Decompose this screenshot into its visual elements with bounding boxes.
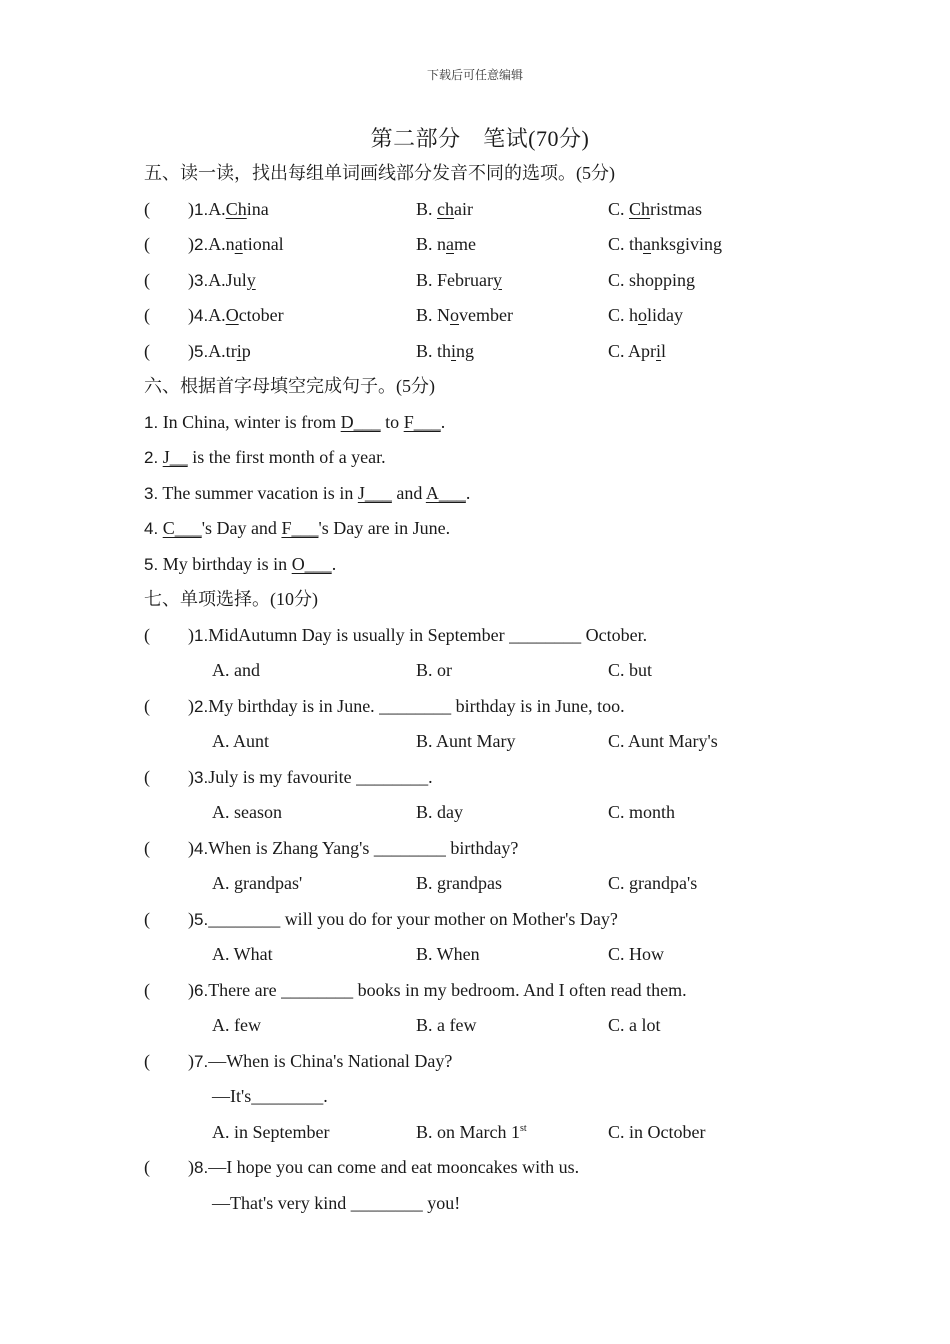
section7-q8-line-2: —That's very kind ________ you! [212, 1192, 461, 1213]
section5-q2-option-b-underlined: a [446, 234, 455, 254]
section5-q4-option-b-underlined: o [450, 305, 460, 325]
section7-q1-option-text: C. but [608, 660, 653, 680]
section7-q7-option-a [212, 1121, 329, 1143]
section5-q1-number [188, 198, 269, 221]
section7-q2-number [188, 695, 625, 718]
section5-q1-option-c [608, 198, 702, 220]
section6-blank: J___ [357, 482, 392, 503]
section7-q2-num: 2. [194, 696, 209, 716]
section5-heading: 五、读一读，找出每组单词画线部分发音不同的选项。(5分) [144, 163, 615, 183]
section7-q1-option-text: B. or [416, 660, 452, 680]
section5-q5-option-a-suffix: p [241, 340, 251, 361]
section7-q4-option-c [608, 872, 697, 894]
section5-q2-close-paren: ) [188, 234, 194, 254]
section5-q2-option-c-prefix: C. th [608, 234, 644, 254]
part-title: 第二部分 笔试(70分) [370, 126, 590, 151]
section7-q1-stem: MidAutumn Day is usually in September ________ October. [208, 624, 648, 645]
section5-q2-option-c-suffix: nksgiving [651, 234, 723, 254]
section5-q3-answer-blank: ( [144, 269, 150, 290]
section5-q4-option-b-suffix: vember [459, 305, 513, 325]
section7-q2-option-text: C. Aunt Mary's [608, 731, 718, 751]
section5-q1-option-b [416, 198, 473, 220]
section7-q4-close-paren: ) [188, 837, 194, 858]
section7-q3-answer-blank: ( [144, 766, 150, 787]
section7-q6-number [188, 979, 687, 1002]
section7-q5-close-paren: ) [188, 908, 194, 929]
section6-blank: F___ [281, 518, 319, 538]
section7-q8-num: 8. [194, 1158, 209, 1177]
section7-q7-line-2: —It's________. [212, 1086, 328, 1106]
section7-q3-stem: July is my favourite ________. [208, 766, 433, 787]
section7-q4-num: 4. [194, 838, 209, 858]
section6-text: . [331, 553, 337, 574]
section6-text: 's Day and [201, 518, 282, 538]
section6-blank: D___ [340, 411, 381, 432]
section7-q8-close-paren: ) [188, 1157, 194, 1177]
section5-q3-option-c-prefix: C. shoppin [608, 269, 687, 290]
section7-q8-number [188, 1156, 579, 1179]
section7-q3-option-text: A. season [212, 802, 282, 822]
section5-q4-answer-blank: ( [144, 305, 150, 325]
section7-q7-option-c [608, 1121, 705, 1143]
section5-q3-option-a-prefix: A.Jul [208, 269, 247, 290]
section5-q4-option-b-prefix: B. N [416, 305, 451, 325]
section7-q1-num: 1. [194, 625, 209, 645]
section7-q5-option-b [416, 943, 480, 965]
section7-q8-stem: —I hope you can come and eat mooncakes with us. [208, 1157, 580, 1177]
section6-blank: F___ [403, 411, 441, 432]
section7-q7-stem: —When is China's National Day? [208, 1050, 453, 1071]
section5-q3-num: 3. [194, 270, 209, 290]
section7-q4-option-text: C. grandpa's [608, 873, 698, 893]
section5-q5-number [188, 340, 251, 363]
section6-item-number: 2. [144, 448, 159, 467]
section5-q5-option-b-suffix: ng [456, 340, 475, 361]
section7-q3-number [188, 766, 433, 789]
section5-q5-option-a-underlined: i [236, 340, 242, 361]
section5-q2-answer-blank: ( [144, 234, 150, 254]
section6-text: 's Day are in June. [318, 518, 451, 538]
section7-q2-option-text: B. Aunt Mary [416, 731, 516, 751]
section5-q3-option-c [608, 269, 695, 291]
section5-q3-option-b-underlined: y [492, 269, 502, 290]
section5-q2-option-b-prefix: B. n [416, 234, 447, 254]
header-note: 下载后可任意编辑 [426, 68, 523, 82]
section7-q5-answer-blank: ( [144, 908, 150, 929]
section5-q4-number [188, 304, 284, 327]
section7-q1-option-a [212, 659, 260, 681]
section5-q2-option-a-prefix: A.n [208, 234, 235, 254]
section5-q3-option-c-underlined: g [686, 269, 696, 290]
section5-q5-num: 5. [194, 341, 209, 361]
section7-q2-stem: My birthday is in June. ________ birthday is in June, too. [208, 695, 625, 716]
section7-q3-num: 3. [194, 767, 209, 787]
section7-q5-stem: ________ will you do for your mother on Mother's Day? [208, 908, 618, 929]
section7-q7-close-paren: ) [188, 1050, 194, 1071]
section7-q4-stem: When is Zhang Yang's ________ birthday? [208, 837, 519, 858]
section7-q7-option-b [416, 1121, 527, 1143]
section7-q2-option-c [608, 730, 718, 752]
section5-q1-option-a-suffix: ina [246, 198, 269, 219]
section7-q2-option-a [212, 730, 269, 752]
section6-text: The summer vacation is in [158, 482, 358, 503]
section6-text: My birthday is in [158, 553, 292, 574]
section5-q5-option-c [608, 340, 666, 362]
section7-q7-option-text: A. in September [212, 1121, 330, 1142]
section6-item-number: 3. [144, 483, 159, 503]
section5-q1-option-c-underlined: Ch [629, 198, 651, 219]
section6-text: and [391, 482, 426, 503]
section7-q1-option-text: A. and [212, 660, 260, 680]
section5-q4-option-b [416, 304, 513, 326]
section5-q3-option-a-underlined: y [246, 269, 256, 290]
section5-q5-option-b-prefix: B. th [416, 340, 452, 361]
section7-q6-option-text: A. few [212, 1015, 261, 1035]
section7-q7-option-text: C. in October [608, 1121, 706, 1142]
section7-q1-option-b [416, 659, 452, 681]
section7-q7-number [188, 1050, 452, 1073]
section5-q5-option-c-suffix: l [661, 340, 667, 361]
section6-item-4 [144, 517, 450, 540]
section5-q4-num: 4. [194, 306, 209, 325]
section6-text: . [440, 411, 446, 432]
section7-q6-option-text: B. a few [416, 1015, 477, 1035]
section6-blank: J__ [162, 447, 188, 467]
section5-q3-option-b [416, 269, 502, 291]
section7-q2-answer-blank: ( [144, 695, 150, 716]
section5-q2-number [188, 233, 284, 256]
section5-q1-close-paren: ) [188, 198, 194, 219]
section5-q3-number [188, 269, 256, 292]
section7-q1-answer-blank: ( [144, 624, 150, 645]
section7-q3-option-a [212, 801, 282, 823]
section5-q4-option-a-prefix: A. [208, 305, 226, 325]
section6-item-3 [144, 482, 470, 505]
section7-q5-option-text: A. What [212, 944, 273, 964]
section5-q2-num: 2. [194, 235, 209, 254]
section7-q6-answer-blank: ( [144, 979, 150, 1000]
section7-q7-option-text: B. on March 1 [416, 1121, 520, 1142]
section5-q1-option-b-prefix: B. [416, 198, 438, 219]
section7-q7-num: 7. [194, 1051, 209, 1071]
section7-q3-option-text: C. month [608, 802, 676, 822]
section7-q6-stem: There are ________ books in my bedroom. And I often read them. [208, 979, 687, 1000]
section6-item-1 [144, 411, 445, 434]
section6-blank: A___ [425, 482, 466, 503]
section7-q6-option-a [212, 1014, 261, 1036]
section7-q6-option-text: C. a lot [608, 1015, 661, 1035]
section5-q3-close-paren: ) [188, 269, 194, 290]
section7-q4-answer-blank: ( [144, 837, 150, 858]
section5-q4-option-c-underlined: o [638, 305, 648, 325]
section5-q3-option-b-prefix: B. Februar [416, 269, 493, 290]
section6-blank: C___ [162, 518, 202, 538]
section7-q6-option-b [416, 1014, 476, 1036]
section6-item-2 [144, 446, 386, 469]
section5-q1-option-c-suffix: ristmas [650, 198, 703, 219]
section7-q2-option-text: A. Aunt [212, 731, 270, 751]
section5-q1-option-c-prefix: C. [608, 198, 630, 219]
section7-q2-close-paren: ) [188, 695, 194, 716]
section7-q5-option-text: C. How [608, 944, 665, 964]
section7-q5-option-text: B. When [416, 944, 480, 964]
section7-q4-option-text: A. grandpas' [212, 873, 303, 893]
section5-q2-option-c-underlined: a [643, 234, 652, 254]
section6-text: . [465, 482, 471, 503]
section7-q6-num: 6. [194, 980, 209, 1000]
section6-item-number: 5. [144, 554, 159, 574]
section6-item-number: 4. [144, 519, 159, 538]
section5-q4-option-a-underlined: O [225, 305, 239, 325]
section7-q7-answer-blank: ( [144, 1050, 150, 1071]
section7-q4-option-text: B. grandpas [416, 873, 502, 893]
section6-text: In China, winter is from [158, 411, 341, 432]
section7-q4-option-b [416, 872, 502, 894]
section5-q5-option-a-prefix: A.tr [208, 340, 237, 361]
section5-q5-option-c-underlined: i [656, 340, 662, 361]
section5-q1-option-a-prefix: A. [208, 198, 226, 219]
section5-q5-option-b-underlined: i [451, 340, 457, 361]
section7-q4-option-a [212, 872, 302, 894]
section7-q5-number [188, 908, 618, 931]
section5-q4-option-c-suffix: liday [647, 305, 684, 325]
section7-q5-num: 5. [194, 909, 209, 929]
section7-q1-number [188, 624, 647, 647]
section7-q3-close-paren: ) [188, 766, 194, 787]
section5-q2-option-c [608, 233, 722, 255]
section7-q6-close-paren: ) [188, 979, 194, 1000]
section5-q1-answer-blank: ( [144, 198, 150, 219]
section6-text: to [380, 411, 404, 432]
section5-q1-option-a-underlined: Ch [225, 198, 247, 219]
section7-heading: 七、单项选择。(10分) [144, 589, 318, 609]
section5-q1-option-b-underlined: ch [437, 198, 455, 219]
section5-q5-option-b [416, 340, 474, 362]
section5-q1-num: 1. [194, 199, 209, 219]
section5-q4-option-c-prefix: C. h [608, 305, 639, 325]
section7-q4-number [188, 837, 518, 860]
section5-q5-answer-blank: ( [144, 340, 150, 361]
section5-q2-option-b [416, 233, 476, 255]
section7-q1-option-c [608, 659, 652, 681]
section7-q6-option-c [608, 1014, 661, 1036]
section7-q8-answer-blank: ( [144, 1157, 150, 1177]
section6-text: is the first month of a year. [187, 447, 386, 467]
section5-q5-close-paren: ) [188, 340, 194, 361]
section6-item-5 [144, 553, 336, 576]
section5-q2-option-a-suffix: tional [242, 234, 284, 254]
section5-q2-option-a-underlined: a [234, 234, 243, 254]
section7-q5-option-a [212, 943, 273, 965]
section6-blank: O___ [291, 553, 332, 574]
section5-q4-close-paren: ) [188, 305, 194, 325]
section5-q4-option-a-suffix: ctober [238, 305, 284, 325]
section7-q5-option-c [608, 943, 664, 965]
section6-item-number: 1. [144, 412, 159, 432]
section7-q3-option-text: B. day [416, 802, 463, 822]
section5-q2-option-b-suffix: me [454, 234, 477, 254]
section7-q2-option-b [416, 730, 516, 752]
section7-q7-option-sup: st [519, 1122, 527, 1134]
section5-q1-option-b-suffix: air [454, 198, 473, 219]
section7-q3-option-b [416, 801, 463, 823]
section7-q1-close-paren: ) [188, 624, 194, 645]
section7-q3-option-c [608, 801, 675, 823]
section5-q5-option-c-prefix: C. Apr [608, 340, 657, 361]
section6-heading: 六、根据首字母填空完成句子。(5分) [144, 376, 435, 396]
section5-q4-option-c [608, 304, 683, 326]
